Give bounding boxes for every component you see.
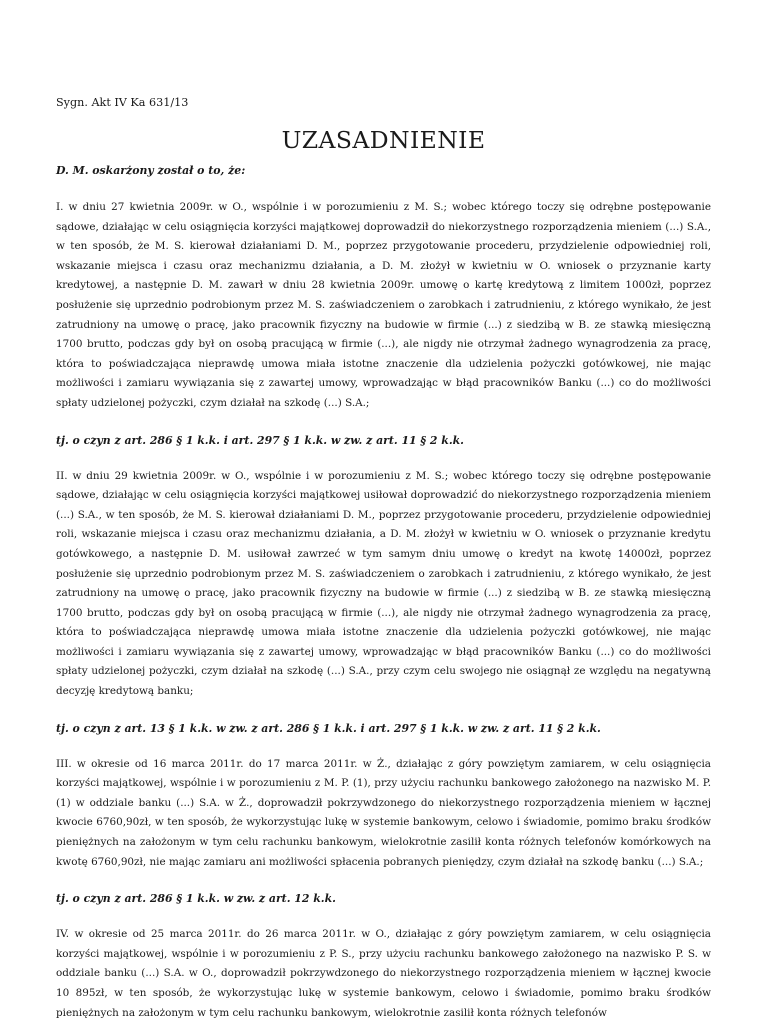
paragraph-count-2: II. w dniu 29 kwietnia 2009r. w O., wspólnie i w porozumieniu z M. S.; wobec którego toczy się odrębne postępowanie sądowe, działając w celu osiągnięcia korzyści majątkowej usiłował doprowadzić do niekorzystnego rozporządzenia mieniem (...) S.A., w ten sposób, że M. S. kierował działaniami D. M., poprzez przygotowanie procederu, przydzielenie odpowiedniej roli, wskazanie miejsca i czasu oraz mechanizmu działania, a D. M. złożył w kwietniu w O. wniosek o przyznanie kredytu gotówkowego, a następnie D. M. usiłował zawrzeć w tym samym dniu umowę o kredyt na kwotę 14000zł, poprzez posłużenie się uprzednio podrobionym przez M. S. zaświadczeniem o zarobkach i zatrudnieniu, z którego wynikało, że jest zatrudniony na umowę o pracę, jako pracownik fizyczny na budowie w firmie (...) z siedzibą w B. ze stawką miesięczną 1700 brutto, podczas gdy był on osobą pracującą w firmie (...), ale nigdy nie otrzymał żadnego wynagrodzenia za pracę, która to poświadczająca nieprawdę umowa miała istotne znaczenie dla udzielenia pożyczki gotówkowej, nie mając możliwości i zamiaru wywiązania się z zawartej umowy, wprowadzając w błąd pracowników Banku (...) co do możliwości spłaty udzielonej pożyczki, czym działał na szkodę (...) S.A., przy czym celu swojego nie osiągnął ze względu na negatywną decyzję kredytową banku;	[56, 469, 711, 698]
paragraph-count-4: IV. w okresie od 25 marca 2011r. do 26 marca 2011r. w O., działając z góry powziętym zamiarem, w celu osiągnięcia korzyści majątkowej, wspólnie i w porozumieniu z P. S., przy użyciu rachunku bankowego założonego na nazwisko P. S. w oddziale banku (...) S.A. w O., doprowadził pokrzywdzonego do niekorzystnego rozporządzenia mieniem w łącznej kwocie 10 895zł, w ten sposób, że wykorzystując lukę w systemie bankowym, celowo i świadomie, pomimo braku środków pieniężnych na założonym w tym celu rachunku bankowym, wielokrotnie zasilił konta różnych telefonów	[56, 928, 711, 1019]
case-number: Sygn. Akt IV Ka 631/13	[56, 96, 189, 109]
legal-qualification-1: tj. o czyn z art. 286 § 1 k.k. i art. 297 § 1 k.k. w zw. z art. 11 § 2 k.k.	[56, 433, 464, 447]
accusation-heading: D. M. oskarżony został o to, że:	[56, 164, 246, 177]
legal-qualification-2: tj. o czyn z art. 13 § 1 k.k. w zw. z art. 286 § 1 k.k. i art. 297 § 1 k.k. w zw. z art. 11 § 2 k.k.	[56, 721, 601, 735]
document-title: UZASADNIENIE	[281, 126, 486, 154]
legal-qualification-3: tj. o czyn z art. 286 § 1 k.k. w zw. z art. 12 k.k.	[56, 892, 336, 906]
paragraph-count-1: I. w dniu 27 kwietnia 2009r. w O., wspólnie i w porozumieniu z M. S.; wobec którego toczy się odrębne postępowanie sądowe, działając w celu osiągnięcia korzyści majątkowej doprowadził do niekorzystnego rozporządzenia mieniem (...) S.A., w ten sposób, że M. S. kierował działaniami D. M., poprzez przygotowanie procederu, przydzielenie odpowiedniej roli, wskazanie miejsca i czasu oraz mechanizmu działania, a D. M. złożył w kwietniu w O. wniosek o przyznanie karty kredytowej, a następnie D. M. zawarł w dniu 28 kwietnia 2009r. umowę o kartę kredytową z limitem 1000zł, poprzez posłużenie się uprzednio podrobionym przez M. S. zaświadczeniem o zarobkach i zatrudnieniu, z którego wynikało, że jest zatrudniony na umowę o pracę, jako pracownik fizyczny na budowie w firmie (...) z siedzibą w B. ze stawką miesięczną 1700 brutto, podczas gdy był on osobą pracującą w firmie (...), ale nigdy nie otrzymał żadnego wynagrodzenia za pracę, która to poświadczająca nieprawdę umowa miała istotne znaczenie dla udzielenia pożyczki gotówkowej, nie mając możliwości i zamiaru wywiązania się z zawartej umowy, wprowadzając w błąd pracowników Banku (...) co do możliwości spłaty udzielonej pożyczki, czym działał na szkodę (...) S.A.;	[56, 201, 711, 409]
paragraph-count-3: III. w okresie od 16 marca 2011r. do 17 marca 2011r. w Ż., działając z góry powziętym zamiarem, w celu osiągnięcia korzyści majątkowej, wspólnie i w porozumieniu z M. P. (1), przy użyciu rachunku bankowego założonego na nazwisko M. P. (1) w oddziale banku (...) S.A. w Ż., doprowadził pokrzywdzonego do niekorzystnego rozporządzenia mieniem w łącznej kwocie 6760,90zł, w ten sposób, że wykorzystując lukę w systemie bankowym, celowo i świadomie, pomimo braku środków pieniężnych na założonym w tym celu rachunku bankowym, wielokrotnie zasilił konta różnych telefonów komórkowych na kwotę 6760,90zł, nie mając zamiaru ani możliwości spłacenia pobranych pieniędzy, czym działał na szkodę banku (...) S.A.;	[56, 757, 711, 868]
